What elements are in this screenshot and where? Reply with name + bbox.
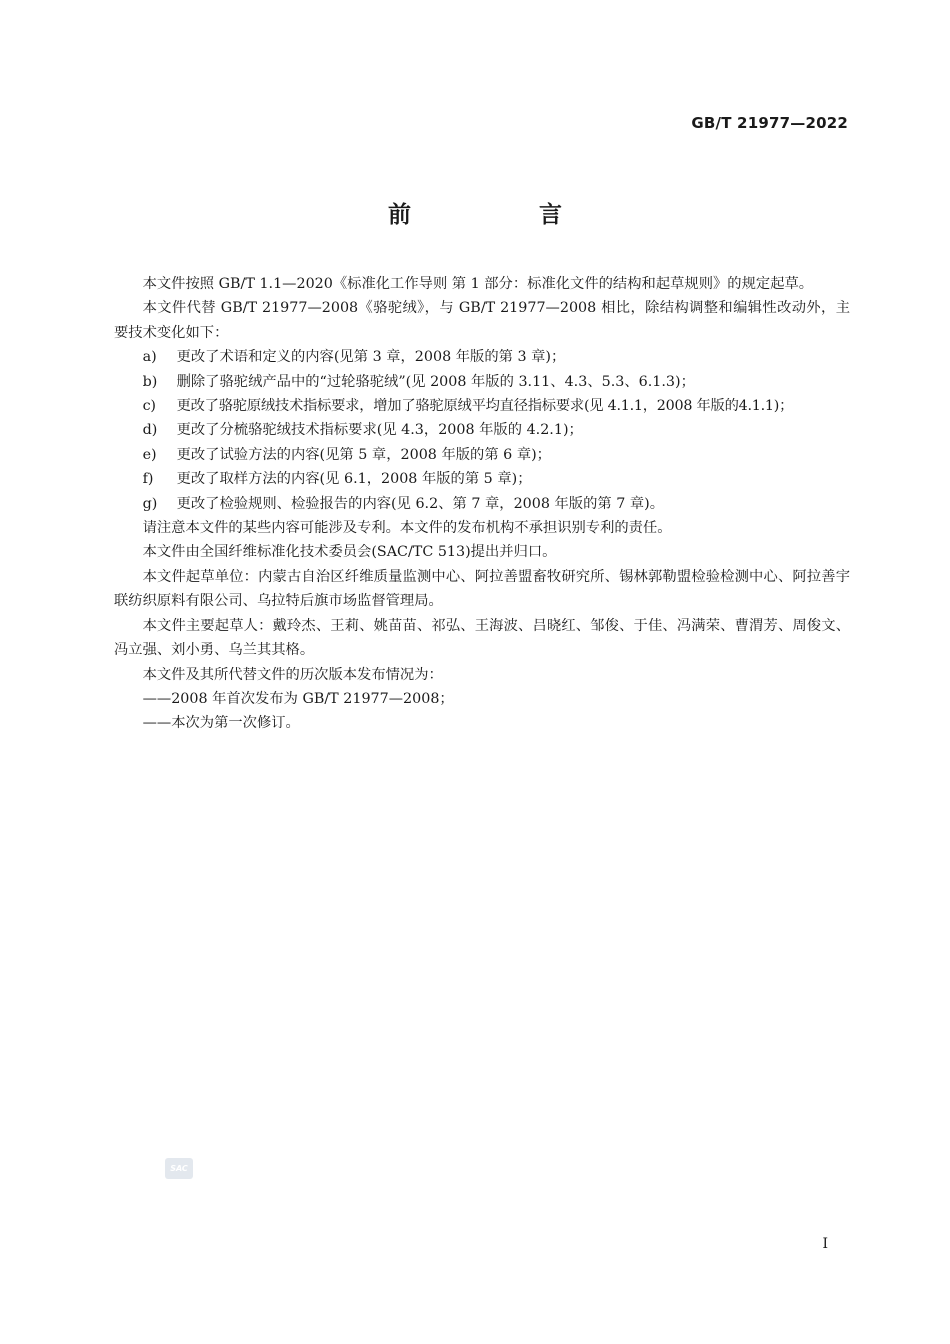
list-item-mark: d) — [142, 422, 158, 439]
list-item-text: 更改了试验方法的内容(见第 5 章，2008 年版的第 6 章)； — [176, 446, 551, 463]
list-item-mark: e) — [142, 446, 157, 463]
version-history-item: ——2008 年首次发布为 GB/T 21977—2008； — [142, 690, 454, 707]
list-item-mark: a) — [142, 349, 157, 366]
list-item — [114, 443, 850, 467]
list-item-mark: b) — [142, 373, 158, 390]
page-number: I — [822, 1236, 828, 1252]
list-item-mark: f) — [142, 471, 154, 488]
paragraph-drafters: 本文件主要起草人：戴玲杰、王莉、姚苗苗、祁弘、王海波、吕晓红、邹俊、于佳、冯满荣、曹渭芳、周俊文、冯立强、刘小勇、乌兰其其格。 — [114, 617, 850, 659]
list-item — [114, 370, 850, 394]
list-item — [114, 345, 850, 369]
list-item-text: 删除了骆驼绒产品中的“过轮骆驼绒”(见 2008 年版的 3.11、4.3、5.3、6.1.3)； — [176, 373, 695, 390]
foreword-body — [114, 272, 850, 736]
page-title: 前 言 — [387, 202, 622, 228]
list-item — [114, 394, 850, 418]
paragraph-drafting-basis: 本文件按照 GB/T 1.1—2020《标准化工作导则 第 1 部分：标准化文件的结构和起草规则》的规定起草。 — [142, 276, 814, 292]
paragraph-proposer: 本文件由全国纤维标准化技术委员会(SAC/TC 513)提出并归口。 — [142, 544, 557, 561]
version-history-item: ——本次为第一次修订。 — [142, 715, 300, 732]
list-item-text: 更改了术语和定义的内容(见第 3 章，2008 年版的第 3 章)； — [176, 349, 566, 366]
list-item-text: 更改了分梳骆驼绒技术指标要求(见 4.3，2008 年版的 4.2.1)； — [176, 422, 583, 439]
list-item-text: 更改了检验规则、检验报告的内容(见 6.2、第 7 章，2008 年版的第 7 章)。 — [176, 495, 665, 512]
standard-code: GB/T 21977—2022 — [691, 114, 848, 132]
list-item-mark: c) — [142, 398, 156, 415]
paragraph-drafting-units: 本文件起草单位：内蒙古自治区纤维质量监测中心、阿拉善盟畜牧研究所、锡林郭勒盟检验检测中心、阿拉善宇联纺织原料有限公司、乌拉特后旗市场监督管理局。 — [114, 568, 850, 610]
list-item — [114, 492, 850, 516]
paragraph-version-history-intro: 本文件及其所代替文件的历次版本发布情况为： — [142, 666, 443, 683]
list-item — [114, 467, 850, 491]
list-item-mark: g) — [142, 495, 158, 512]
paragraph-replacement: 本文件代替 GB/T 21977—2008《骆驼绒》，与 GB/T 21977—2008 相比，除结构调整和编辑性改动外，主要技术变化如下： — [114, 300, 850, 341]
paragraph-patent-notice: 请注意本文件的某些内容可能涉及专利。本文件的发布机构不承担识别专利的责任。 — [142, 520, 672, 537]
list-item-text: 更改了取样方法的内容(见 6.1，2008 年版的第 5 章)； — [176, 471, 532, 488]
list-item-text: 更改了骆驼原绒技术指标要求，增加了骆驼原绒平均直径指标要求(见 4.1.1，2008 年版的4.1.1)； — [176, 398, 794, 415]
sac-logo-icon: SAC — [165, 1158, 193, 1179]
list-item — [114, 418, 850, 442]
